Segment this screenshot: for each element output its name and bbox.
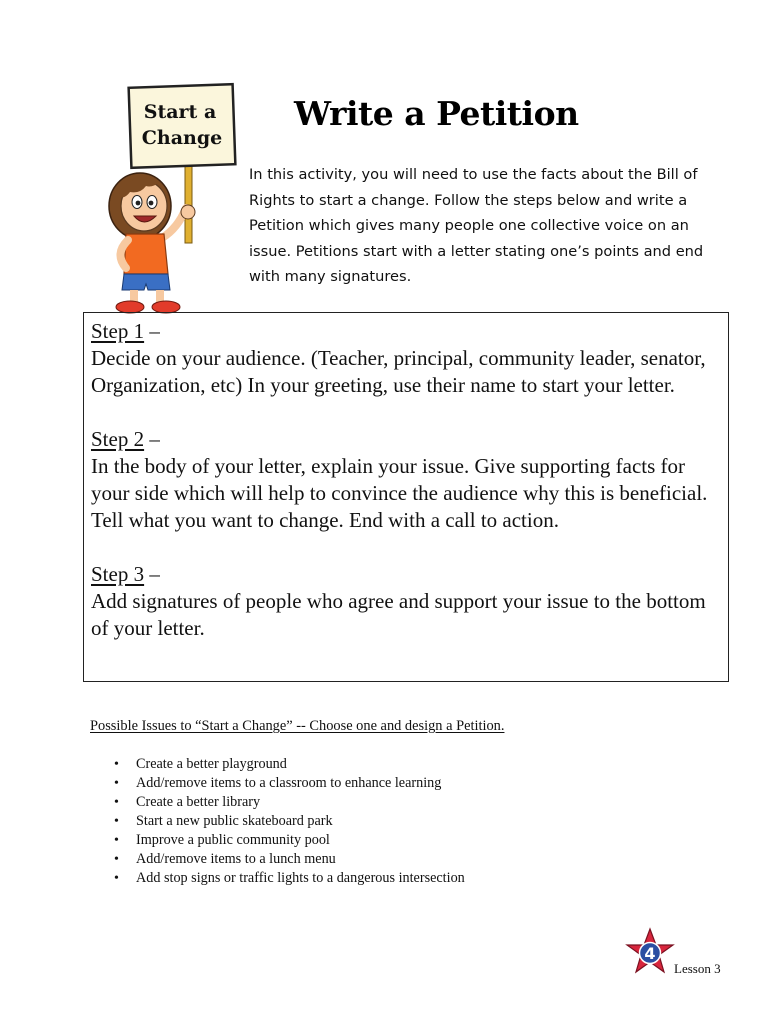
steps-box xyxy=(83,312,729,682)
issue-item: • Start a new public skateboard park xyxy=(136,812,465,831)
sign-line-2: Change xyxy=(141,127,223,149)
step-1 xyxy=(91,318,720,399)
issues-list xyxy=(136,755,465,888)
step-3-label: Step 3 xyxy=(91,562,145,586)
step-3-text: Add signatures of people who agree and support your issue to the bottom of your letter. xyxy=(91,589,706,640)
issue-item: • Add stop signs or traffic lights to a dangerous intersection xyxy=(136,869,465,888)
lesson-star-badge xyxy=(624,927,676,977)
step-2-dash: – xyxy=(144,427,160,451)
step-2-label: Step 2 xyxy=(91,427,145,451)
issue-item: • Create a better library xyxy=(136,793,465,812)
step-1-text: Decide on your audience. (Teacher, principal, community leader, senator, Organization, etc) In your greeting, use their name to start your letter. xyxy=(91,346,706,397)
step-3-dash: – xyxy=(144,562,160,586)
step-1-dash: – xyxy=(144,319,160,343)
issue-item: • Add/remove items to a classroom to enhance learning xyxy=(136,774,465,793)
sign-board xyxy=(129,84,236,168)
step-2 xyxy=(91,426,720,534)
step-3 xyxy=(91,561,720,642)
issue-item: • Add/remove items to a lunch menu xyxy=(136,850,465,869)
issue-item: • Create a better playground xyxy=(136,755,465,774)
badge-number: 4 xyxy=(644,944,656,963)
cartoon-child-with-sign xyxy=(100,78,250,318)
intro-paragraph: In this activity, you will need to use the facts about the Bill of Rights to start a change. Follow the steps below and write a Petition which gives many people one collective voice on an issue. Petitions start with a letter stating one’s points and end with many signatures. xyxy=(249,166,704,285)
issue-item: • Improve a public community pool xyxy=(136,831,465,850)
step-2-text: In the body of your letter, explain your issue. Give supporting facts for your side which will help to convince the audience why this is beneficial. Tell what you want to change. End with a call to action. xyxy=(91,454,708,532)
step-1-label: Step 1 xyxy=(91,319,145,343)
lesson-label: Lesson 3 xyxy=(674,961,721,976)
page-title: Write a Petition xyxy=(294,94,579,133)
sign-line-1: Start a xyxy=(143,101,217,123)
issues-heading: Possible Issues to “Start a Change” -- Choose one and design a Petition. xyxy=(90,718,505,734)
